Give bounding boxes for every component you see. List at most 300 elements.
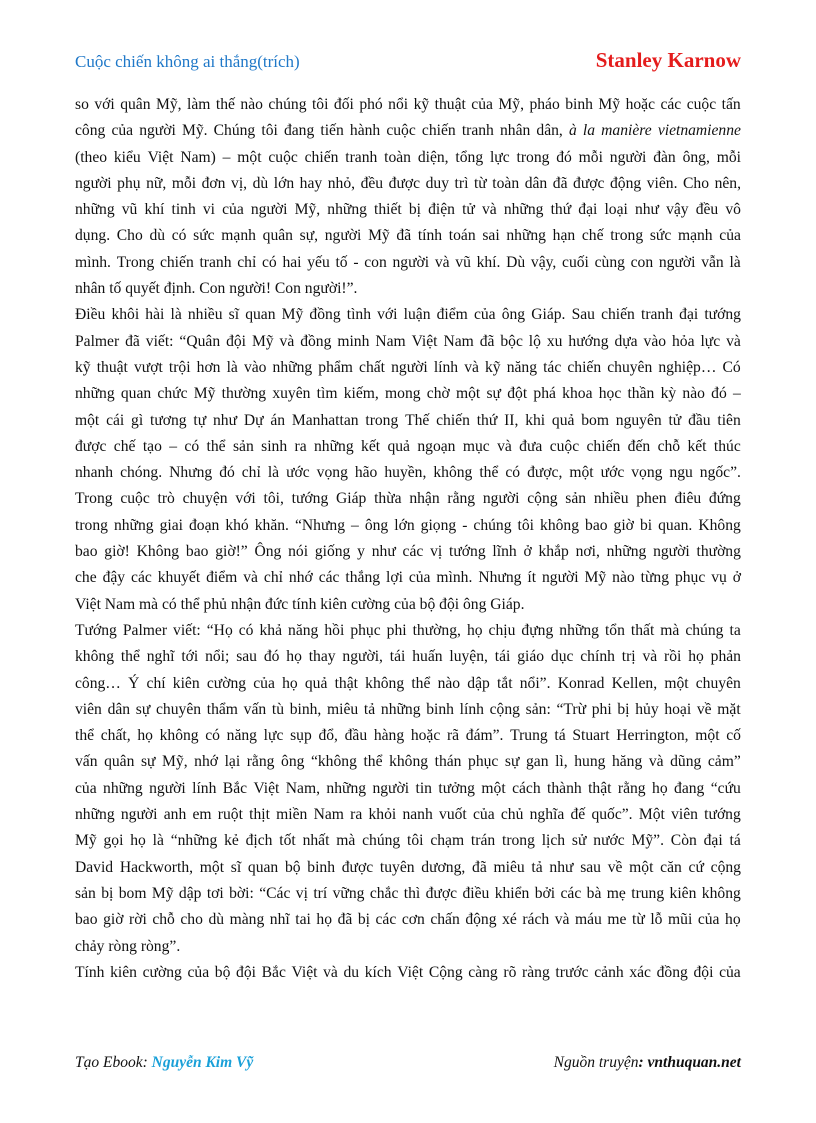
word: người	[609, 148, 647, 166]
word: huyền,	[384, 464, 427, 482]
word: trong	[75, 516, 108, 534]
word: người,	[342, 648, 383, 666]
word: nghĩ	[146, 648, 175, 666]
word: quả	[387, 437, 410, 455]
word: chờ	[426, 385, 450, 403]
word: đầu	[688, 411, 711, 429]
word: thể	[75, 727, 95, 745]
word: pháo	[529, 96, 560, 113]
word: kiểu	[113, 148, 141, 166]
word: Konrad	[557, 674, 605, 692]
word: ông	[501, 306, 526, 324]
word: tiến	[320, 122, 344, 140]
word: và	[642, 648, 658, 666]
word: một	[75, 411, 100, 429]
word: đưa	[519, 437, 543, 455]
word: hành	[349, 122, 381, 140]
word: giáo	[517, 648, 545, 666]
word: đã	[125, 332, 140, 350]
word: tình	[346, 306, 371, 324]
word: tố	[335, 253, 348, 271]
word: đồng	[656, 963, 688, 981]
ebook-creator-name: Nguyễn Kim Vỹ	[151, 1054, 254, 1071]
word: quả	[551, 411, 575, 429]
word: thể	[479, 464, 499, 482]
word: sử	[571, 832, 587, 850]
word: chỗ	[657, 437, 681, 455]
word: rõ	[503, 963, 517, 981]
word: khí.	[476, 253, 501, 271]
word: tác	[543, 358, 562, 376]
word: dù	[252, 174, 269, 192]
italic-word: vietnamienne	[657, 122, 741, 140]
word: lợi	[385, 569, 403, 587]
word: dũng	[670, 753, 702, 771]
word: lỗ	[650, 911, 663, 929]
word: dập	[178, 884, 202, 902]
word: về	[607, 858, 623, 876]
word: với	[377, 306, 398, 324]
word: người	[324, 227, 362, 245]
word: vững	[332, 884, 365, 902]
word: người	[653, 543, 690, 561]
word: những	[272, 358, 313, 376]
word: khoa	[562, 385, 593, 403]
word: “Trừ	[556, 700, 587, 718]
word: của	[472, 806, 495, 824]
word: có	[184, 437, 200, 455]
word: địch	[245, 832, 273, 850]
word: sai	[482, 227, 500, 245]
word: những	[314, 437, 354, 455]
word: họ	[688, 648, 704, 666]
word: khi	[525, 411, 546, 429]
word: đối	[333, 96, 354, 113]
word: con	[364, 253, 387, 271]
word: Nhưng	[169, 464, 213, 482]
word: Mỹ	[251, 332, 274, 350]
word: chuyên	[695, 674, 741, 692]
word: năng	[226, 727, 257, 745]
word: họ	[137, 727, 153, 745]
word: được	[388, 174, 421, 192]
word: lại	[224, 753, 241, 771]
word: đang	[674, 779, 705, 797]
text-line	[75, 907, 741, 933]
word: dụng.	[75, 227, 111, 245]
text-line	[75, 513, 741, 539]
word: các	[375, 911, 397, 929]
word: binh	[565, 96, 593, 113]
word: căn	[660, 858, 682, 876]
word: Mỹ”.	[631, 832, 664, 850]
line-text: nhân tố quyết định. Con người! Con người!”.	[75, 280, 358, 298]
text-line	[75, 250, 741, 276]
word: đại	[578, 201, 598, 219]
word: ở	[523, 543, 532, 561]
word: sức	[649, 227, 672, 245]
word: viết:	[173, 621, 201, 639]
word: điểm	[206, 569, 238, 587]
word: tạo	[142, 437, 162, 455]
word: khuyết	[157, 569, 201, 587]
word: y	[357, 543, 365, 561]
word: cái	[106, 411, 125, 429]
word: –	[351, 516, 359, 534]
word: của	[222, 201, 244, 219]
word: những	[559, 621, 599, 639]
italic-word: la	[582, 122, 596, 140]
word: của	[75, 779, 97, 797]
word: sự	[140, 753, 156, 771]
word: chiến	[586, 437, 621, 455]
word: mong	[385, 385, 421, 403]
word: “Họ	[206, 621, 233, 639]
word: Mỹ	[584, 569, 607, 587]
word: Một	[638, 806, 665, 824]
word: toàn	[384, 148, 411, 166]
word: họ	[286, 648, 302, 666]
word: chế	[581, 227, 604, 245]
word: thuật	[96, 358, 128, 376]
word: công…	[75, 674, 121, 692]
word: với	[94, 96, 115, 113]
word: chuyên	[607, 358, 653, 376]
word: thì	[403, 884, 421, 902]
word: nhỏ,	[327, 174, 356, 192]
word: bộc	[500, 332, 523, 350]
word: giọng	[420, 516, 457, 534]
word: bị	[357, 911, 370, 929]
word: người	[149, 779, 186, 797]
word: dập	[467, 674, 490, 692]
word: chỗ	[152, 911, 175, 929]
word: bom	[118, 884, 147, 902]
word: lịch	[541, 832, 566, 850]
word: là	[729, 253, 741, 271]
text-line	[75, 802, 741, 828]
word: Mỹ,	[498, 96, 524, 113]
word: hai	[282, 253, 302, 271]
word: nước	[593, 832, 625, 850]
word: Nam	[375, 332, 406, 350]
word: gọi	[103, 832, 124, 850]
word: phụ	[117, 174, 141, 192]
word: động	[610, 174, 642, 192]
word: thừa	[374, 490, 402, 508]
word: nào	[682, 385, 705, 403]
word: hoại	[664, 700, 692, 718]
word: được	[341, 858, 374, 876]
word: tổn	[604, 621, 625, 639]
text-line	[75, 828, 741, 854]
word: Nhưng	[478, 569, 522, 587]
word: tai	[295, 911, 311, 929]
word: “không	[310, 753, 357, 771]
word: động	[465, 911, 497, 929]
word: Hackworth,	[119, 858, 194, 876]
word: Nam	[313, 806, 344, 824]
word: sụp	[290, 727, 312, 745]
word: nên,	[714, 174, 741, 192]
word: bao	[75, 911, 98, 929]
word: Trong	[116, 253, 155, 271]
word: hồi	[324, 621, 345, 639]
word: Mỹ,	[162, 753, 188, 771]
word: của	[697, 911, 720, 929]
word: tuyên	[379, 858, 415, 876]
word: chúng	[473, 516, 512, 534]
word: khí	[144, 201, 165, 219]
word: từng	[640, 569, 669, 587]
word: chuyên	[156, 700, 202, 718]
word: là	[267, 464, 280, 482]
word: nổi;	[205, 648, 230, 666]
word: Việt	[291, 963, 318, 981]
word: đậy	[102, 569, 126, 587]
word: nhất	[302, 832, 330, 850]
word: kỹ	[485, 358, 501, 376]
word: nói	[288, 543, 309, 561]
text-line	[75, 697, 741, 723]
word: trì	[454, 174, 469, 192]
word: thúc	[713, 437, 741, 455]
text-line	[75, 355, 741, 381]
word: hài	[145, 306, 165, 324]
word: bi	[639, 516, 653, 534]
word: mỗi	[716, 148, 741, 166]
word: thán	[434, 753, 462, 771]
word: Tướng	[75, 621, 117, 639]
word: Mỹ	[75, 832, 97, 850]
word: quả	[304, 674, 328, 692]
word: Không	[136, 543, 180, 561]
word: dương,	[421, 858, 466, 876]
word: “Các	[259, 884, 291, 902]
word: ruột	[217, 806, 243, 824]
word: khả	[259, 621, 283, 639]
word: huấn	[412, 648, 443, 666]
word: lực	[700, 332, 721, 350]
page-footer	[75, 1054, 741, 1078]
word: binh	[307, 858, 336, 876]
word: lớn	[394, 516, 415, 534]
text-line	[75, 434, 741, 460]
word: cuộc	[120, 490, 150, 508]
word: yếu	[307, 253, 330, 271]
word: quân	[120, 96, 151, 113]
word: thể	[411, 674, 431, 692]
word: kỹ	[75, 358, 91, 376]
word: chiến	[159, 253, 194, 271]
word: cường	[142, 963, 182, 981]
text-line	[75, 197, 741, 223]
word: quan	[247, 858, 279, 876]
word: gì	[131, 411, 144, 429]
word: vấn	[243, 700, 267, 718]
word: kiếm,	[343, 385, 379, 403]
word: lì,	[555, 753, 568, 771]
text-line	[75, 302, 741, 328]
word: nhĩ	[269, 911, 290, 929]
word: luận	[403, 306, 431, 324]
word: màng	[229, 911, 265, 929]
word: tranh	[640, 306, 674, 324]
word: vị	[295, 884, 308, 902]
word: tôi	[517, 516, 534, 534]
word: Mỹ	[368, 227, 390, 245]
word: bao	[75, 543, 98, 561]
word: phản	[710, 648, 741, 666]
word: “cứu	[710, 779, 741, 797]
word: vũ	[455, 253, 471, 271]
word: mà	[660, 621, 680, 639]
word: giờ!”	[215, 543, 248, 561]
text-line	[75, 460, 741, 486]
word: giờ	[613, 516, 634, 534]
word: cho	[180, 911, 203, 929]
word: tù	[271, 700, 284, 718]
word: tính	[417, 227, 443, 245]
word: binh	[426, 700, 454, 718]
word: Không	[698, 516, 741, 534]
word: tấn	[721, 96, 741, 113]
word: tái	[494, 648, 511, 666]
word: tôi	[261, 122, 278, 140]
word: các	[560, 884, 582, 902]
word: Việt	[411, 332, 438, 350]
text-line	[75, 486, 741, 512]
word: Còn	[670, 832, 697, 850]
word: lớn	[273, 174, 295, 192]
word: cộng	[710, 858, 741, 876]
word: tắt	[496, 674, 513, 692]
word: không	[701, 884, 741, 902]
word: người	[75, 174, 112, 192]
word: ông	[281, 753, 305, 771]
word: cố	[726, 727, 741, 745]
word: họ	[652, 779, 668, 797]
word: sự	[135, 700, 151, 718]
word: quan	[245, 306, 276, 324]
text-line	[75, 644, 741, 670]
word: nổi	[388, 96, 409, 113]
word: sự,	[299, 227, 319, 245]
word: Giáp.	[531, 306, 566, 324]
word: đồng	[309, 306, 341, 324]
word: những	[75, 806, 115, 824]
word: Cho	[116, 227, 143, 245]
text-line	[75, 934, 741, 960]
word: nơi,	[575, 543, 600, 561]
word: Ông	[254, 543, 282, 561]
word: viên.	[646, 174, 678, 192]
word: sau	[580, 858, 601, 876]
word: Dự	[243, 411, 264, 429]
word: nào	[612, 569, 635, 587]
word: quan	[120, 385, 152, 403]
word: toàn	[492, 174, 520, 192]
word: bộ	[214, 963, 231, 981]
word: phen	[636, 490, 667, 508]
word: lực	[489, 148, 510, 166]
word: nhanh	[75, 464, 114, 482]
word: vượt	[133, 358, 163, 376]
word: có	[171, 227, 187, 245]
word: chỉ	[263, 569, 283, 587]
word: thắng	[345, 569, 381, 587]
word: không	[159, 727, 199, 745]
word: rã	[446, 727, 460, 745]
word: mục	[462, 437, 490, 455]
word: cường	[206, 674, 247, 692]
word: các	[660, 96, 682, 113]
text-line	[75, 145, 741, 171]
word: tôi	[407, 832, 424, 850]
word: đã	[396, 227, 412, 245]
word: mạnh	[677, 227, 713, 245]
word: chất,	[100, 727, 131, 745]
word: như	[371, 543, 396, 561]
word: Mỹ.	[181, 122, 208, 140]
word: nhận	[409, 490, 440, 508]
word: bom	[581, 411, 609, 429]
word: xác	[629, 963, 651, 981]
word: Mỹ	[193, 385, 216, 403]
word: và	[243, 569, 258, 587]
word: những	[75, 201, 115, 219]
word: tốt	[279, 832, 296, 850]
word: Nam,	[285, 779, 320, 797]
text-line	[75, 776, 741, 802]
source-credit-separator: :	[638, 1054, 648, 1071]
italic-word: à	[568, 122, 577, 140]
word: như	[213, 411, 238, 429]
word: trò	[157, 490, 175, 508]
word: đứng	[708, 490, 741, 508]
word: ước	[600, 464, 625, 482]
word: Stuart	[572, 727, 610, 745]
word: cộng	[489, 700, 520, 718]
word: vị	[430, 543, 443, 561]
word: sự	[486, 385, 502, 403]
word: thiết	[374, 201, 402, 219]
word: Mỹ	[281, 306, 304, 324]
word: điêu	[674, 490, 702, 508]
word: sản	[232, 437, 254, 455]
word: cảm”	[707, 753, 741, 771]
word: Trung	[510, 727, 548, 745]
text-line	[75, 118, 741, 144]
word: hỏa	[672, 332, 695, 350]
word: sản	[75, 884, 96, 902]
word: đế	[570, 806, 586, 824]
book-title: Cuộc chiến không ai thắng(trích)	[75, 52, 300, 71]
word: về	[696, 700, 712, 718]
word: có	[505, 464, 521, 482]
word: người	[391, 358, 428, 376]
word: Herrington,	[616, 727, 689, 745]
word: tinh	[171, 201, 196, 219]
word: từ	[473, 174, 487, 192]
word: vào	[243, 358, 267, 376]
word: bị	[408, 201, 421, 219]
word: ràng	[522, 963, 550, 981]
word: phục	[674, 569, 706, 587]
word: đến	[627, 437, 651, 455]
word: càng	[468, 963, 498, 981]
word: –	[732, 385, 741, 403]
